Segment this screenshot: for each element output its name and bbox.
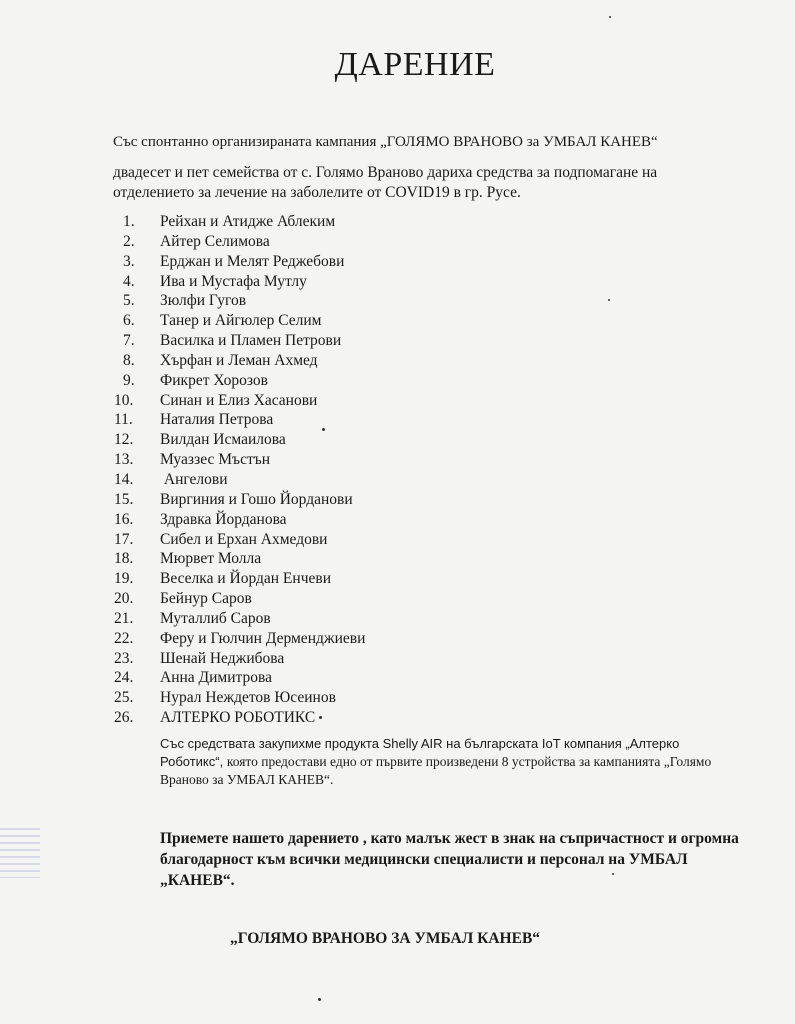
donor-list-item (114, 311, 734, 331)
donor-number: 1. (123, 213, 135, 230)
donor-number: 25. (114, 689, 134, 707)
speck (319, 716, 322, 719)
donor-name: Муталлиб Саров (160, 609, 271, 627)
donor-number: 4. (123, 272, 135, 290)
donor-name: Здравка Йорданова (160, 510, 287, 528)
donor-list-item (114, 490, 734, 510)
speck (322, 428, 325, 431)
donor-number: 3. (123, 252, 135, 270)
donor-number: 12. (114, 431, 134, 449)
donor-list (114, 212, 734, 728)
donation-note (160, 735, 740, 789)
donor-name: Ангелови (160, 470, 228, 488)
donor-name: Синан и Елиз Хасанови (160, 391, 318, 409)
donor-name: Зюлфи Гугов (160, 292, 247, 310)
donor-number: 11. (114, 411, 133, 429)
donor-list-item (114, 410, 734, 430)
donor-list-item (114, 549, 734, 569)
donor-list-item (114, 649, 734, 669)
donor-name: Шенай Неджибова (160, 649, 285, 667)
signature: „ГОЛЯМО ВРАНОВО ЗА УМБАЛ КАНЕВ“ (230, 930, 541, 947)
donor-name: Веселка и Йордан Енчеви (160, 570, 331, 588)
donor-list-item (114, 351, 734, 371)
donor-name: Мюрвет Молла (160, 550, 262, 568)
donor-name: Бейнур Саров (160, 590, 252, 608)
donor-number: 18. (114, 550, 134, 568)
donor-name: Хърфан и Леман Ахмед (160, 351, 318, 369)
scan-artifact (0, 828, 40, 878)
donor-number: 17. (114, 530, 134, 548)
donor-name: Сибел и Ерхан Ахмедови (160, 530, 328, 548)
donor-list-item (114, 252, 734, 272)
donor-list-item (114, 391, 734, 411)
donor-number: 15. (114, 490, 134, 508)
donor-list-item (114, 430, 734, 450)
donor-list-item (114, 530, 734, 550)
description-paragraph: двадесет и пет семейства от с. Голямо Враново дариха средства за подпомагане на отделението за лечение на заболелите от COVID19 в гр. Русе. (113, 164, 658, 201)
donor-list-item (114, 232, 734, 252)
donor-number: 7. (123, 332, 135, 350)
donor-name: Фикрет Хорозов (160, 371, 268, 389)
donor-number: 9. (123, 371, 135, 389)
donor-name: Анна Димитрова (160, 669, 272, 687)
donor-number: 16. (114, 510, 134, 528)
donor-number: 24. (114, 669, 134, 687)
donor-number: 20. (114, 590, 134, 608)
donor-name: Вилдан Исмаилова (160, 431, 286, 449)
donor-list-item (114, 212, 734, 232)
donor-list-item (114, 470, 734, 490)
donor-list-item (114, 450, 734, 470)
donor-name: Айтер Селимова (160, 232, 270, 250)
donor-name: Виргиния и Гошо Йорданови (160, 490, 353, 508)
donor-number: 19. (114, 570, 134, 588)
donor-number: 2. (123, 232, 135, 250)
donor-list-item (114, 371, 734, 391)
donor-list-item (114, 708, 734, 728)
closing-statement: Приемете нашето дарението , като малък жест в знак на съпричастност и огромна благодарност към всички медицински специалисти и персонал на УМБАЛ „КАНЕВ“. (160, 830, 739, 889)
donor-list-item (114, 569, 734, 589)
donor-name: Ерджан и Мелят Реджебови (160, 252, 345, 270)
donor-list-item (114, 272, 734, 292)
donation-note-part2: която предостави едно от първите произведени 8 устройства за кампанията „Голямо Враново за УМБАЛ КАНЕВ“. (160, 754, 712, 787)
donor-name: Муаззес Мъстън (160, 451, 271, 469)
donor-number: 14. (114, 470, 134, 488)
donor-number: 6. (123, 312, 135, 330)
donor-name: АЛТЕРКО РОБОТИКС (160, 709, 316, 727)
donor-number: 5. (123, 292, 135, 310)
donor-name: Василка и Пламен Петрови (160, 332, 342, 350)
donor-number: 8. (123, 351, 135, 369)
donor-list-item (114, 510, 734, 530)
donor-list-item (114, 291, 734, 311)
donor-list-item (114, 668, 734, 688)
donor-list-item (114, 589, 734, 609)
donor-name: Наталия Петрова (160, 411, 274, 429)
donor-list-item (114, 688, 734, 708)
donor-number: 22. (114, 629, 134, 647)
donation-note-part1: Със средствата закупихме продукта Shelly AIR на българската IoT компания „Алтерко Роботикс“, (160, 736, 680, 769)
donor-name: Нурал Неждетов Юсеинов (160, 689, 336, 707)
donor-number: 23. (114, 649, 134, 667)
donor-number: 10. (114, 391, 134, 409)
donor-number: 21. (114, 609, 134, 627)
donor-name: Феру и Гюлчин Дерменджиеви (160, 629, 366, 647)
donor-number: 13. (114, 451, 134, 469)
donor-list-item (114, 331, 734, 351)
intro-line: Със спонтанно организираната кампания „ГОЛЯМО ВРАНОВО за УМБАЛ КАНЕВ“ (113, 134, 658, 150)
donor-number: 26. (114, 709, 134, 727)
speck (318, 998, 321, 1001)
speck (608, 299, 610, 301)
donor-name: Рейхан и Атидже Аблеким (160, 213, 336, 230)
speck (609, 16, 611, 18)
donor-name: Танер и Айгюлер Селим (160, 312, 322, 330)
donor-name: Ива и Мустафа Мутлу (160, 272, 307, 290)
donor-list-item (114, 629, 734, 649)
donor-list-item (114, 609, 734, 629)
document-title: ДАРЕНИЕ (334, 46, 496, 83)
speck (612, 873, 614, 875)
